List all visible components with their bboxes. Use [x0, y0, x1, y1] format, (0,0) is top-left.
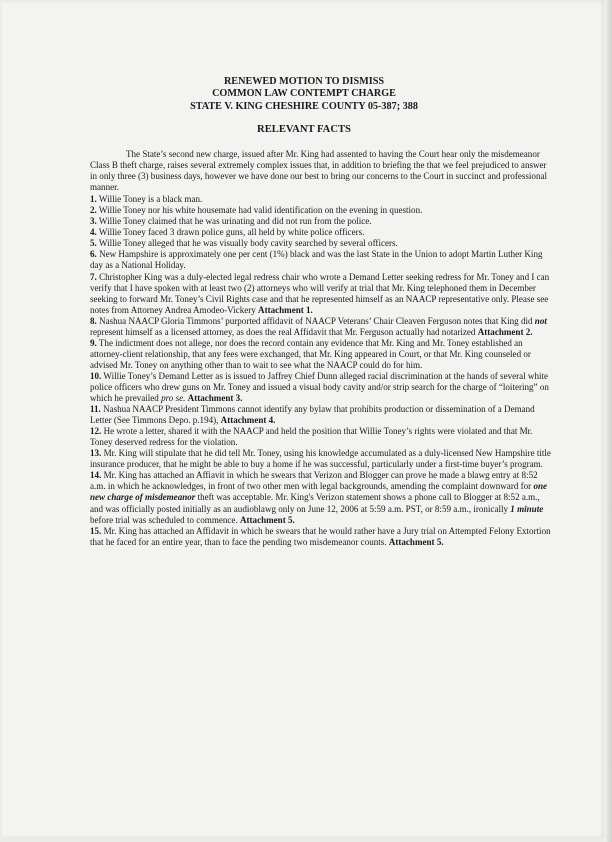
fact-6: 6. New Hampshire is approximately one per cent (1%) black and was the last State in the Union to adopt Martin Luther King day as a National Holiday.: [90, 249, 543, 271]
section-title: RELEVANT FACTS: [257, 124, 351, 135]
header-line-3: STATE V. KING CHESHIRE COUNTY 05-387; 388: [190, 100, 418, 112]
document-body: [90, 149, 552, 548]
fact-4: 4. Willie Toney faced 3 drawn police guns, all held by white police officers.: [90, 227, 365, 238]
scan-edge: [604, 0, 612, 842]
fact-13: 13. Mr. King will stipulate that he did tell Mr. Toney, using his knowledge accumulated as a duly-licensed New Hampshire title insurance producer, that he might be able to buy a home if he was successful, particularly under a first-time buyer’s program.: [90, 448, 551, 470]
attachment-ref: Attachment 5.: [239, 514, 295, 525]
attachment-ref: Attachment 1.: [258, 304, 313, 315]
fact-7: 7. Christopher King was a duly-elected legal redress chair who wrote a Demand Letter seeking redress for Mr. Toney and I can verify that I have spoken with at least two (2) attorneys who will verify at trial that Mr. King telephoned them in December seeking to forward Mr. Toney’s Civil Rights case and that he represented himself as an NAACP representative only. Please see notes from Attorney Andrea Amodeo-Vickery Attachment 1.: [90, 271, 550, 315]
fact-1: 1. Willie Toney is a black man.: [90, 194, 203, 205]
fact-9: 9. The indictment does not allege, nor does the record contain any evidence that Mr. King and Mr. Toney established an attorney-client relationship, that any fees were exchanged, that Mr. King appeared in Court, or that Mr. King counseled or advised Mr. Toney on anything other than to wait to see what the NAACP could do for him.: [90, 337, 531, 370]
fact-15: 15. Mr. King has attached an Affidavit in which he swears that he would rather have a Jury trial on Attempted Felony Extortion that he faced for an entire year, than to face the pending two misdemeanor counts. Attachment 5.: [90, 525, 551, 547]
fact-12: 12. He wrote a letter, shared it with the NAACP and held the position that Willie Toney’s rights were violated and that Mr. Toney deserved redress for the violation.: [90, 426, 533, 448]
fact-10: 10. Willie Toney’s Demand Letter as is issued to Jaffrey Chief Dunn alleged racial discrimination at the hands of several white police officers who drew guns on Mr. Toney and issued a visual body cavity and/or strip search for the charge of “loitering” on which he prevailed pro se. Attachment 3.: [90, 370, 549, 404]
intro-paragraph: The State’s second new charge, issued after Mr. King had assented to having the Court hear only the misdemeanor Class B theft charge, raises several extremely complex issues that, in addition to briefing the that we feel prejudiced to answer in only three (3) business days, however we have done our best to bring our concerns to the Court in succinct and professional manner.: [90, 149, 548, 193]
header-line-2: COMMON LAW CONTEMPT CHARGE: [212, 88, 396, 100]
document-header: [2, 76, 606, 113]
attachment-ref: Attachment 4.: [220, 415, 276, 426]
attachment-ref: Attachment 5.: [388, 536, 444, 547]
fact-5: 5. Willie Toney alleged that he was visually body cavity searched by several officers.: [90, 238, 398, 249]
fact-3: 3. Willie Toney claimed that he was urinating and did not run from the police.: [90, 216, 372, 227]
fact-11: 11. Nashua NAACP President Timmons cannot identify any bylaw that prohibits production or dissemination of a Demand Letter (See Timmons Depo. p.194), Attachment 4.: [90, 404, 535, 426]
fact-8: 8. Nashua NAACP Gloria Timmons’ purported affidavit of NAACP Veterans’ Chair Cleaven Ferguson notes that King did not represent himself as a licensed attorney, as does the real Affidavit that Mr. Ferguson actually had notarized Attachment 2.: [90, 315, 547, 337]
document-page: [2, 0, 606, 838]
attachment-ref: Attachment 2.: [477, 326, 533, 337]
attachment-ref: Attachment 3.: [187, 393, 243, 404]
fact-2: 2. Willie Toney nor his white housemate had valid identification on the evening in question.: [90, 205, 423, 216]
header-line-1: RENEWED MOTION TO DISMISS: [223, 76, 385, 87]
fact-14: 14. Mr. King has attached an Affiavit in which he swears that Verizon and Blogger can prove he made a blawg entry at 8:52 a.m. in which he acknowledges, in front of two other men with legal backgrounds, amending the complaint downward for one new charge of misdemeanor theft was acceptable. Mr. King's Verizon statement shows a phone call to Blogger at 8:52 a.m., and was officially posted initially as an audioblawg only on June 12, 2006 at 5:59 a.m. PST, or 8:59 a.m., ironically 1 minute before trial was scheduled to commence. Attachment 5.: [90, 470, 548, 525]
